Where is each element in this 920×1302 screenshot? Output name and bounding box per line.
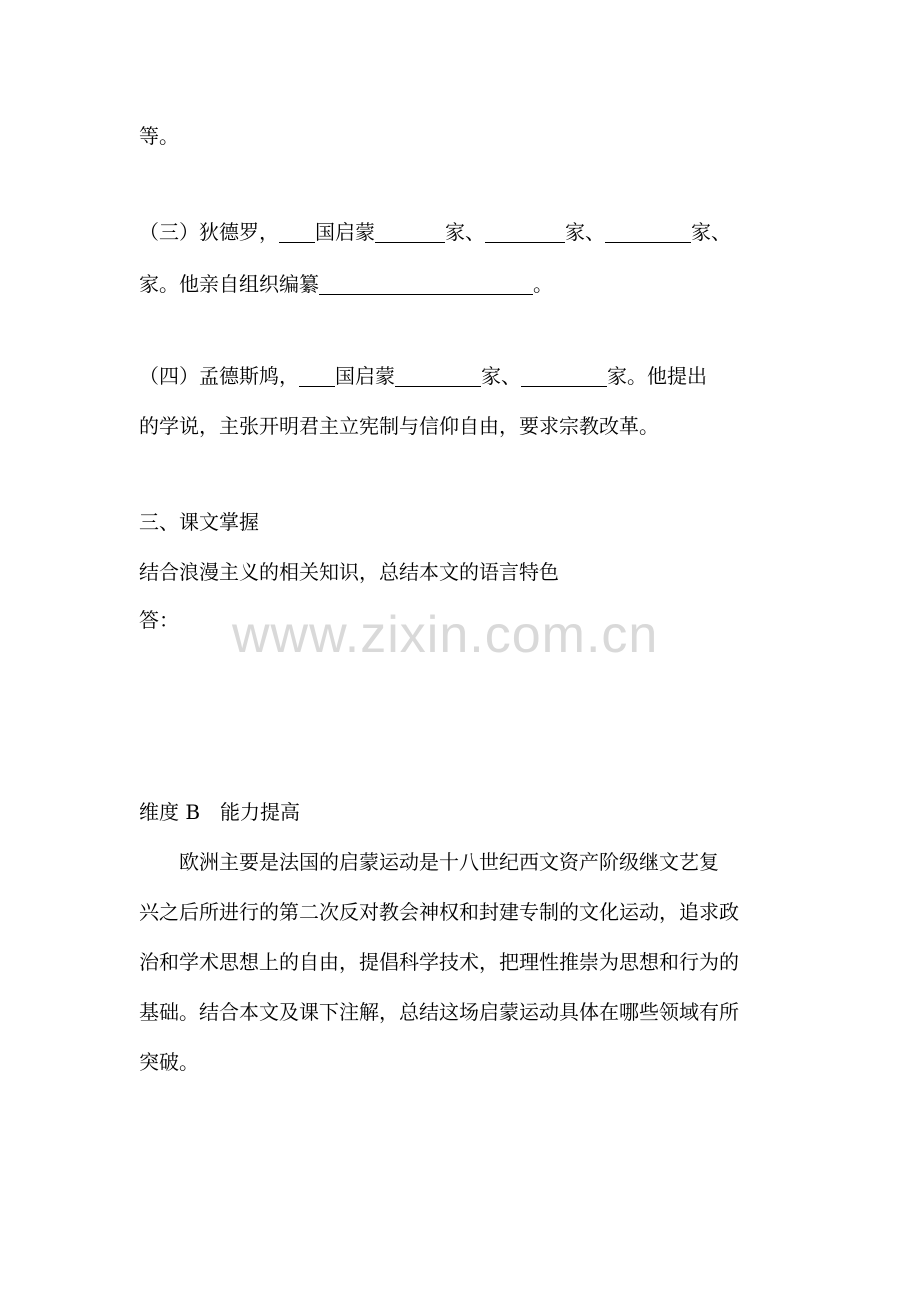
item4-part-b: 家、 <box>481 364 521 388</box>
item3-part-d: 家、 <box>691 220 731 244</box>
item3-line2-b: 。 <box>533 272 553 296</box>
watermark: www.zixin.com.cn <box>232 606 659 664</box>
blank-field[interactable] <box>521 364 607 387</box>
item4-part-a: 国启蒙 <box>335 364 395 388</box>
blank-field[interactable] <box>485 220 565 243</box>
item3-line2-a: 家。他亲自组织编纂 <box>139 272 319 296</box>
item3-part-c: 家、 <box>565 220 605 244</box>
paragraph-line: 基础。结合本文及课下注解，总结这场启蒙运动具体在哪些领域有所 <box>139 1000 739 1024</box>
question-text: 结合浪漫主义的相关知识，总结本文的语言特色 <box>139 560 559 584</box>
blank-field[interactable] <box>395 364 481 387</box>
paragraph-line: 治和学术思想上的自由，提倡科学技术，把理性推崇为思想和行为的 <box>139 950 739 974</box>
item3-prefix: （三）狄德罗， <box>139 220 279 244</box>
item3-part-a: 国启蒙 <box>315 220 375 244</box>
paragraph-line: 欧洲主要是法国的启蒙运动是十八世纪西文资产阶级继文艺复 <box>179 850 719 874</box>
section3-title: 三、课文掌握 <box>139 510 259 534</box>
item4-prefix: （四）孟德斯鸠， <box>139 364 299 388</box>
dimension-b-title: 维度 B 能力提高 <box>139 800 301 824</box>
item3-part-b: 家、 <box>445 220 485 244</box>
item3-line1 <box>139 218 731 246</box>
text-line-top: 等。 <box>139 124 179 148</box>
blank-field[interactable] <box>279 220 315 243</box>
blank-field[interactable] <box>605 220 691 243</box>
blank-field[interactable] <box>375 220 445 243</box>
item3-line2 <box>139 270 553 298</box>
item4-part-c: 家。他提出 <box>607 364 707 388</box>
item4-line1 <box>139 362 707 390</box>
item4-line2: 的学说，主张开明君主立宪制与信仰自由，要求宗教改革。 <box>139 414 659 438</box>
blank-field[interactable] <box>319 272 533 295</box>
paragraph-line: 突破。 <box>139 1050 199 1074</box>
answer-label: 答： <box>139 608 179 632</box>
blank-field[interactable] <box>299 364 335 387</box>
paragraph-line: 兴之后所进行的第二次反对教会神权和封建专制的文化运动，追求政 <box>139 900 739 924</box>
